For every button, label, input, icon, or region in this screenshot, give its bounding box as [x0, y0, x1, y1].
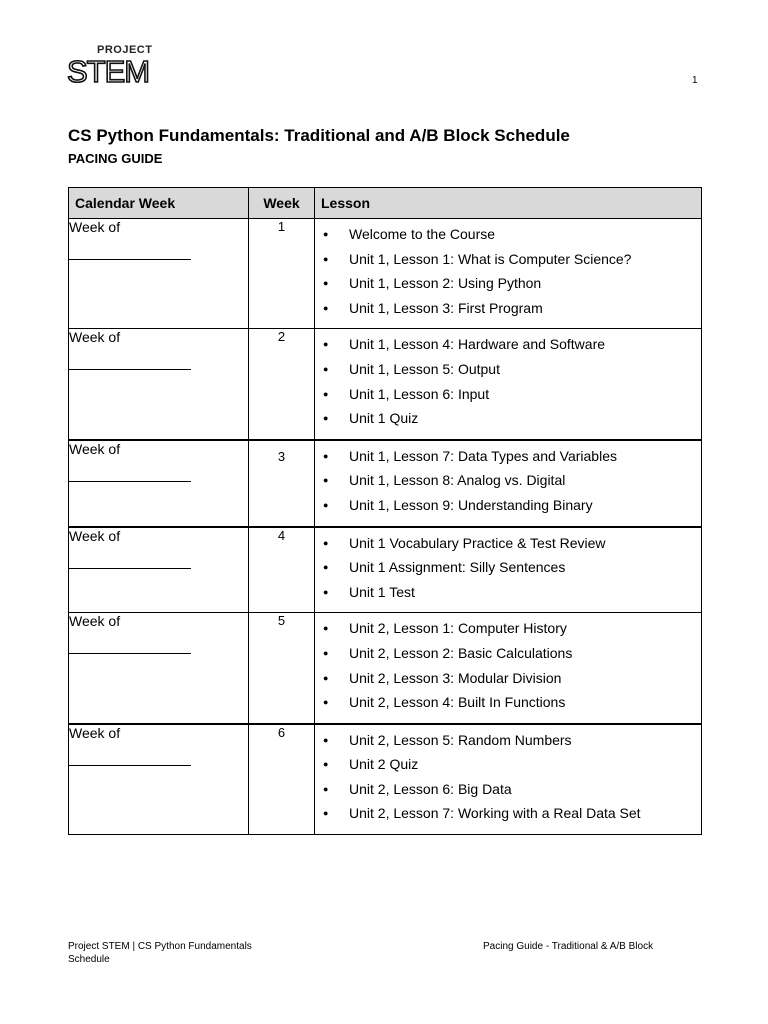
- lesson-cell: [315, 329, 702, 440]
- table-header-row: [69, 188, 702, 219]
- week-number: 5: [249, 613, 315, 724]
- lesson-cell: [315, 527, 702, 613]
- page-number: 1: [692, 75, 698, 86]
- date-blank-line: [69, 749, 191, 766]
- lesson-item: ● Unit 2, Lesson 7: Working with a Real Data Set: [315, 805, 701, 830]
- lesson-item: ● Unit 1, Lesson 3: First Program: [315, 300, 701, 325]
- week-number: 6: [249, 724, 315, 835]
- lesson-item: ● Unit 1 Assignment: Silly Sentences: [315, 559, 701, 584]
- table-row: [69, 527, 702, 613]
- lesson-item: ● Unit 1, Lesson 4: Hardware and Software: [315, 336, 701, 361]
- table-row: [69, 440, 702, 527]
- pacing-table: [68, 187, 702, 835]
- week-of-label: Week of: [69, 724, 121, 741]
- date-blank-line: [69, 243, 191, 260]
- lesson-cell: [315, 724, 702, 835]
- date-blank-line: [69, 637, 191, 654]
- date-blank-line: [69, 552, 191, 569]
- week-of-label: Week of: [69, 329, 121, 346]
- week-of-label: Week of: [69, 527, 121, 544]
- calendar-cell: [69, 219, 249, 329]
- lesson-item: ● Unit 1 Test: [315, 584, 701, 609]
- lesson-cell: [315, 613, 702, 724]
- document-title: CS Python Fundamentals: Traditional and A/B Block Schedule: [68, 126, 570, 145]
- lesson-item: ● Unit 2, Lesson 1: Computer History: [315, 620, 701, 645]
- header-lesson: Lesson: [315, 188, 702, 219]
- lesson-item: ● Unit 1, Lesson 1: What is Computer Science?: [315, 251, 701, 276]
- table-row: [69, 613, 702, 724]
- lesson-item: ● Unit 2, Lesson 3: Modular Division: [315, 670, 701, 695]
- date-blank-line: [69, 465, 191, 482]
- header-calendar-week: Calendar Week: [69, 188, 249, 219]
- lesson-item: ● Unit 1, Lesson 5: Output: [315, 361, 701, 386]
- lesson-item: ● Unit 1, Lesson 8: Analog vs. Digital: [315, 472, 701, 497]
- lesson-item: ● Unit 2, Lesson 6: Big Data: [315, 781, 701, 806]
- calendar-cell: [69, 613, 249, 724]
- svg-text:STEM: STEM: [67, 56, 150, 88]
- lesson-item: ● Unit 1 Quiz: [315, 410, 701, 435]
- date-blank-line: [69, 353, 191, 370]
- lesson-item: ● Unit 1, Lesson 6: Input: [315, 386, 701, 411]
- calendar-cell: [69, 440, 249, 527]
- lesson-cell: [315, 440, 702, 527]
- week-of-label: Week of: [69, 440, 121, 457]
- footer-left: Project STEM | CS Python Fundamentals Schedule: [68, 941, 252, 965]
- project-stem-logo: [67, 42, 153, 90]
- week-number: 2: [249, 329, 315, 440]
- lesson-item: ● Unit 1, Lesson 7: Data Types and Variables: [315, 448, 701, 473]
- table-row: [69, 219, 702, 329]
- lesson-item: ● Unit 2, Lesson 5: Random Numbers: [315, 732, 701, 757]
- lesson-cell: [315, 219, 702, 329]
- calendar-cell: [69, 329, 249, 440]
- lesson-item: ● Unit 1 Vocabulary Practice & Test Review: [315, 535, 701, 560]
- table-row: [69, 329, 702, 440]
- logo-project-text: PROJECT: [97, 44, 153, 56]
- week-of-label: Week of: [69, 613, 121, 630]
- logo-stem-wordmark: [67, 56, 151, 88]
- week-number: 3: [249, 440, 315, 527]
- lesson-item: ● Welcome to the Course: [315, 226, 701, 251]
- calendar-cell: [69, 724, 249, 835]
- lesson-item: ● Unit 1, Lesson 2: Using Python: [315, 275, 701, 300]
- week-number: 4: [249, 527, 315, 613]
- calendar-cell: [69, 527, 249, 613]
- lesson-item: ● Unit 2 Quiz: [315, 756, 701, 781]
- lesson-item: ● Unit 1, Lesson 9: Understanding Binary: [315, 497, 701, 522]
- footer-right: Pacing Guide - Traditional & A/B Block: [483, 941, 654, 952]
- lesson-item: ● Unit 2, Lesson 2: Basic Calculations: [315, 645, 701, 670]
- lesson-item: ● Unit 2, Lesson 4: Built In Functions: [315, 694, 701, 719]
- week-number: 1: [249, 219, 315, 329]
- week-of-label: Week of: [69, 219, 121, 235]
- document-subtitle: PACING GUIDE: [68, 151, 163, 166]
- table-row: [69, 724, 702, 835]
- header-week: Week: [249, 188, 315, 219]
